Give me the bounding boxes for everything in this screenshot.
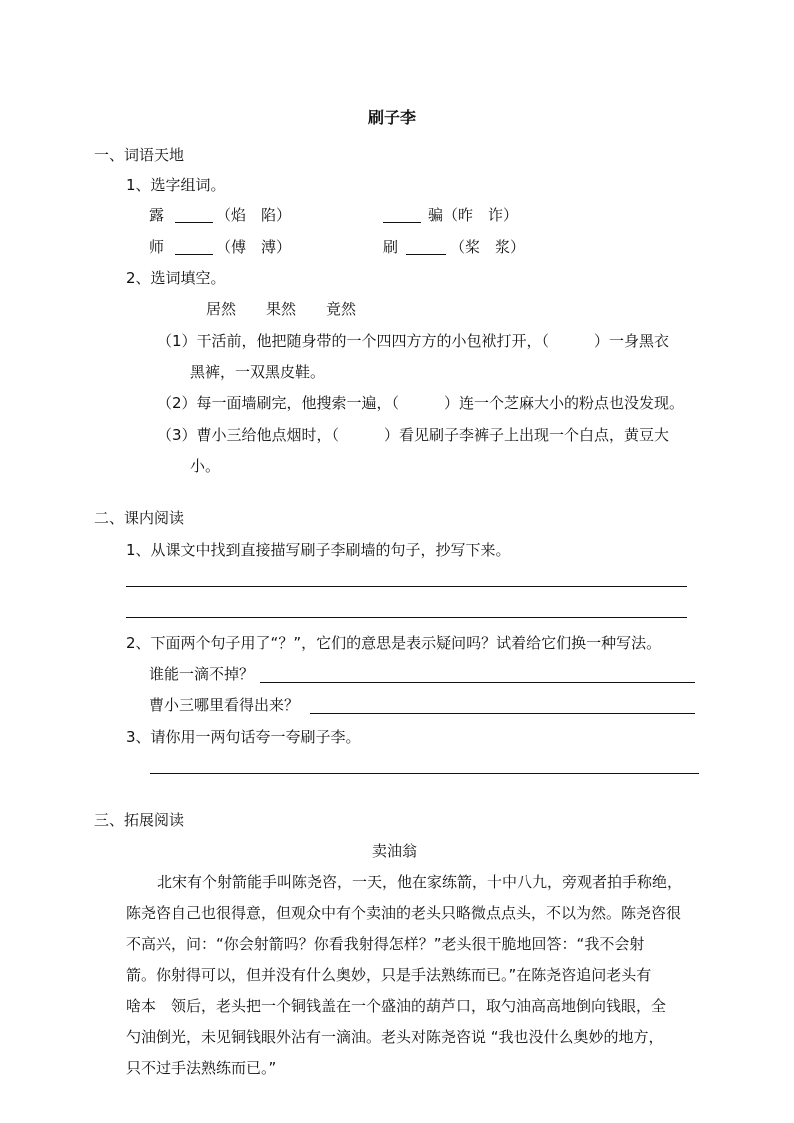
question-text: 1、选字组词。 <box>126 176 226 194</box>
answer-line[interactable] <box>126 586 687 587</box>
sentence-text: 谁能一滴不掉？ <box>149 665 255 683</box>
word-choices: 居然 果然 竟然 <box>206 300 357 318</box>
sentence-text: 小。 <box>190 457 221 475</box>
section-heading: 二、课内阅读 <box>94 509 185 527</box>
section-heading: 三、拓展阅读 <box>94 811 185 829</box>
sentence-text: 曹小三哪里看得出来？ <box>149 696 300 714</box>
answer-line[interactable] <box>126 617 687 618</box>
story-line: 陈尧咨自己也很得意，但观众中有个卖油的老头只略微点点头，不以为然。陈尧咨很 <box>126 904 682 922</box>
sentence-text: （2）每一面墙刷完，他搜索一遍，（ ）连一个芝麻大小的粉点也没发现。 <box>157 394 685 412</box>
story-line: 只不过手法熟练而已。” <box>126 1059 277 1077</box>
question-text: 3、请你用一两句话夸一夸刷子李。 <box>126 728 361 746</box>
answer-line[interactable] <box>310 713 695 714</box>
question-text: 1、从课文中找到直接描写刷子李刷墙的句子，抄写下来。 <box>126 541 511 559</box>
sentence-text: （3）曹小三给他点烟时，（ ）看见刷子李裤子上出现一个白点，黄豆大 <box>157 426 670 444</box>
answer-blank[interactable] <box>175 222 213 223</box>
word-options: （焰 陷） <box>216 206 292 224</box>
word-options: （桨 浆） <box>450 238 526 256</box>
sentence-text: 黑裤，一双黑皮鞋。 <box>190 363 326 381</box>
sentence-text: （1）干活前，他把随身带的一个四四方方的小包袱打开，（ ）一身黑衣 <box>157 332 670 350</box>
answer-blank[interactable] <box>406 254 446 255</box>
word-char: 师 <box>149 238 165 256</box>
story-line: 勺油倒光，未见铜钱眼外沾有一滴油。老头对陈尧咨说 “我也没什么奥妙的地方， <box>126 1028 664 1046</box>
story-line: 啥本 领后，老头把一个铜钱盖在一个盛油的葫芦口，取勺油高高地倒向钱眼，全 <box>126 997 667 1015</box>
story-line: 箭。你射得可以，但并没有什么奥妙，只是手法熟练而已。”在陈尧咨追问老头有 <box>126 966 652 984</box>
answer-line[interactable] <box>150 773 699 774</box>
page-title: 刷子李 <box>368 108 417 127</box>
word-options: （傅 溥） <box>216 238 292 256</box>
answer-blank[interactable] <box>383 222 421 223</box>
story-title: 卖油翁 <box>372 842 418 860</box>
answer-blank[interactable] <box>175 254 213 255</box>
word-char: 刷 <box>383 238 399 256</box>
story-line: 不高兴，问：“你会射箭吗？你看我射得怎样？”老头很干脆地回答：“我不会射 <box>126 935 645 953</box>
word-options: 骗（昨 诈） <box>428 206 519 224</box>
answer-line[interactable] <box>260 682 695 683</box>
word-char: 露 <box>149 206 165 224</box>
question-text: 2、选词填空。 <box>126 269 226 287</box>
section-heading: 一、词语天地 <box>94 146 185 164</box>
story-line: 北宋有个射箭能手叫陈尧咨，一天，他在家练箭，十中八九，旁观者拍手称绝， <box>157 873 683 891</box>
question-text: 2、下面两个句子用了“？”，它们的意思是表示疑问吗？试着给它们换一种写法。 <box>126 634 662 652</box>
